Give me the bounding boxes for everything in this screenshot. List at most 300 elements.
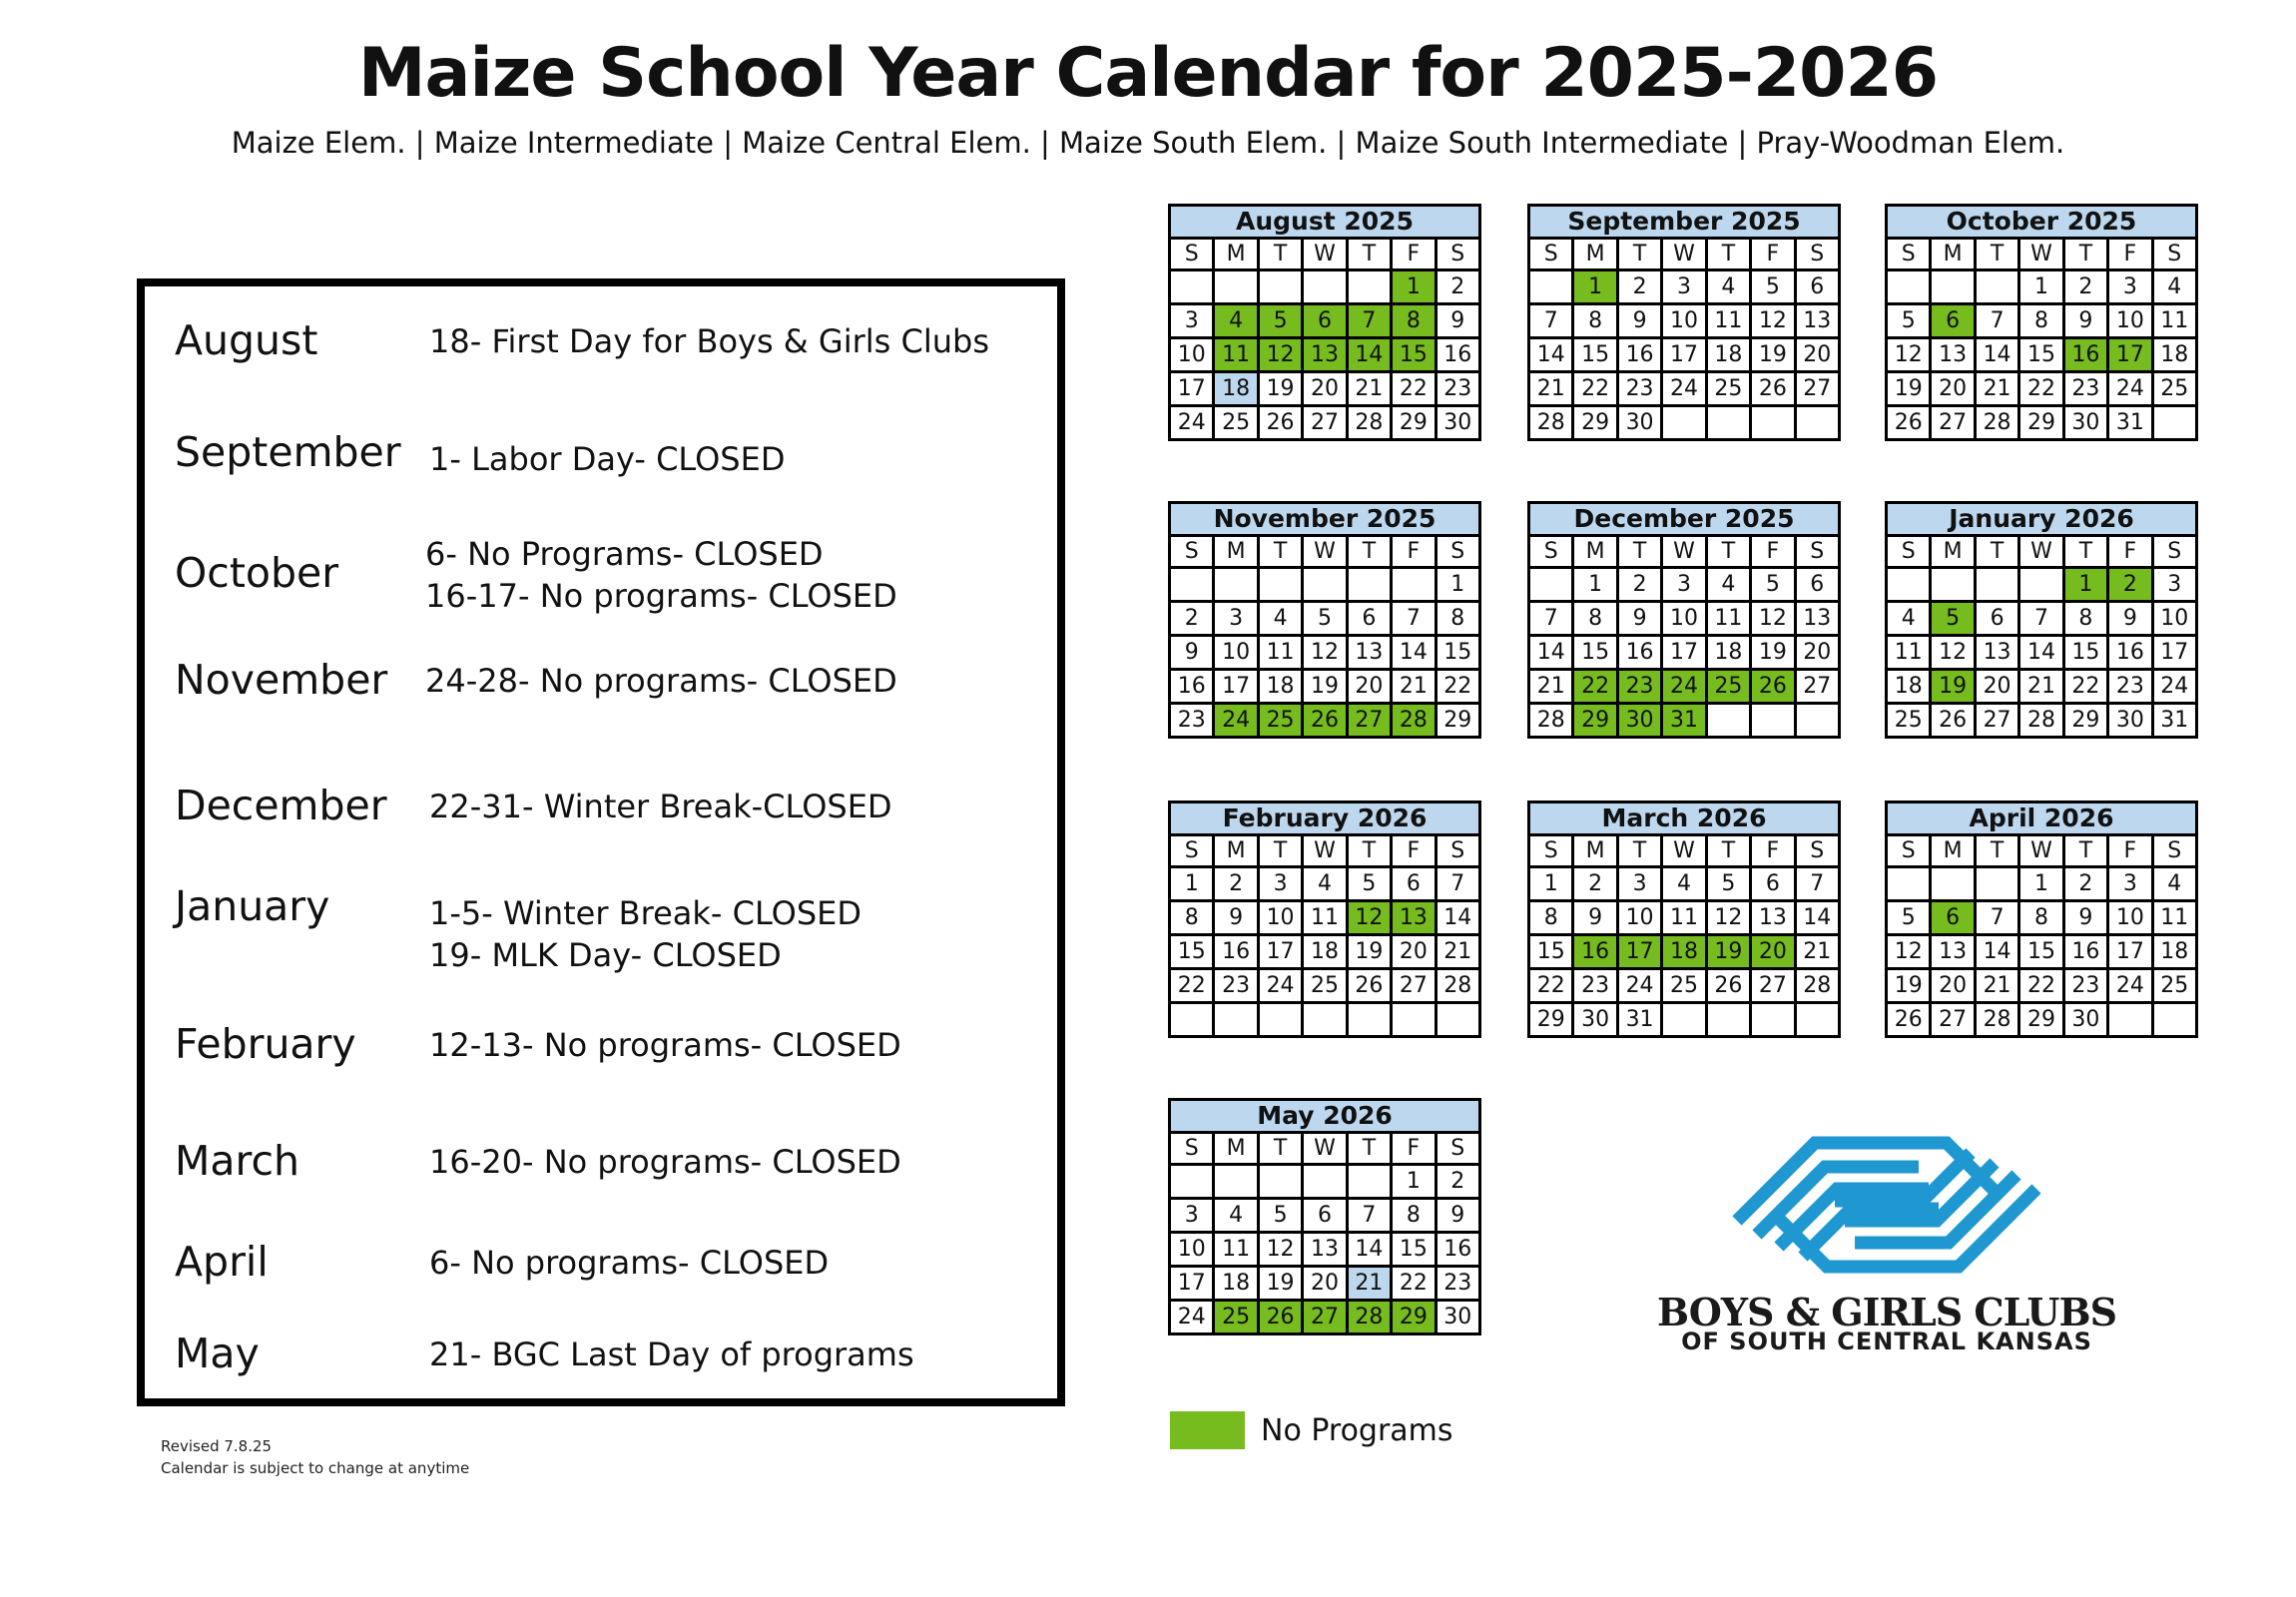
day-cell: 10 [1663,305,1707,339]
day-cell: 28 [2020,705,2064,739]
day-cell: 10 [1171,339,1215,373]
day-cell: 30 [2109,705,2153,739]
day-cell: 16 [1619,637,1663,671]
day-cell: 28 [1977,1004,2020,1038]
month-title: January 2026 [1885,501,2198,536]
day-cell: 29 [1393,407,1436,441]
weekday-header: T [1349,1134,1393,1166]
day-cell: 19 [1304,671,1348,705]
month-title: September 2025 [1527,204,1841,239]
event-line: 19- MLK Day- CLOSED [429,936,782,974]
day-cell: 22 [1530,970,1574,1004]
bgc-logo [1647,1123,2126,1362]
empty-cell [2154,407,2198,441]
empty-cell [2154,1004,2198,1038]
weekday-header: T [1977,240,2020,271]
day-cell: 2 [1215,868,1259,902]
day-cell: 10 [1171,1234,1215,1268]
day-cell: 12 [1260,339,1304,373]
day-cell: 18 [1888,671,1932,705]
day-cell: 9 [2065,902,2109,936]
day-cell: 31 [1619,1004,1663,1038]
day-cell: 25 [1663,970,1707,1004]
no-programs-swatch [1170,1411,1245,1449]
day-cell: 28 [1977,407,2020,441]
day-cell: 17 [1215,671,1259,705]
day-cell: 6 [1304,305,1348,339]
day-cell: 24 [1171,407,1215,441]
day-cell: 25 [1215,407,1259,441]
day-cell: 14 [2020,637,2064,671]
day-cell: 1 [1171,868,1215,902]
day-cell: 8 [1393,1200,1436,1234]
day-cell: 14 [1977,936,2020,970]
day-cell: 10 [1663,603,1707,637]
month-title: April 2026 [1885,800,2198,835]
day-cell: 1 [1393,1166,1436,1200]
day-cell: 7 [1530,305,1574,339]
day-cell: 18 [1304,936,1348,970]
day-cell: 28 [1530,705,1574,739]
day-cell: 15 [1393,1234,1436,1268]
day-cell: 23 [1437,373,1481,407]
day-cell: 27 [1797,671,1841,705]
month-title: May 2026 [1168,1098,1481,1133]
day-cell: 15 [1437,637,1481,671]
day-cell: 14 [1437,902,1481,936]
day-cell: 11 [2154,902,2198,936]
day-cell: 29 [2020,1004,2064,1038]
weekday-header: S [1171,537,1215,569]
weekday-header: F [1393,537,1436,569]
event-line: 6- No programs- CLOSED [429,1244,830,1282]
day-cell: 31 [2109,407,2153,441]
weekday-header: S [1888,240,1932,271]
month-grid [1527,239,1841,441]
day-cell: 13 [1349,637,1393,671]
schools-subtitle: Maize Elem. | Maize Intermediate | Maize Central Elem. | Maize South Elem. | Maize South Intermediate | Pray-Woodman Elem. [231,126,2065,160]
weekday-header: F [1393,240,1436,271]
weekday-header: T [1260,1134,1304,1166]
day-cell: 7 [1393,603,1436,637]
empty-cell [1393,569,1436,603]
day-cell: 11 [1215,1234,1259,1268]
empty-cell [1752,407,1796,441]
empty-cell [2109,1004,2153,1038]
day-cell: 13 [1304,1234,1348,1268]
day-cell: 2 [2109,569,2153,603]
event-line: 16-17- No programs- CLOSED [425,577,897,615]
day-cell: 2 [1171,603,1215,637]
weekday-header: T [1619,836,1663,868]
weekday-header: T [1977,836,2020,868]
day-cell: 20 [1977,671,2020,705]
empty-cell [1349,1166,1393,1200]
weekday-header: M [1215,1134,1259,1166]
weekday-header: S [1888,537,1932,569]
day-cell: 22 [2065,671,2109,705]
day-cell: 11 [1708,305,1752,339]
day-cell: 17 [1260,936,1304,970]
day-cell: 21 [1797,936,1841,970]
day-cell: 3 [2109,868,2153,902]
day-cell: 24 [1619,970,1663,1004]
day-cell: 18 [1215,1268,1259,1302]
weekday-header: F [2109,836,2153,868]
day-cell: 15 [1393,339,1436,373]
day-cell: 27 [1393,970,1436,1004]
weekday-header: S [2154,240,2198,271]
empty-cell [1888,569,1932,603]
event-month: January [175,882,330,930]
day-cell: 12 [1304,637,1348,671]
day-cell: 10 [1260,902,1304,936]
day-cell: 13 [1932,339,1976,373]
day-cell: 13 [1977,637,2020,671]
day-cell: 12 [1260,1234,1304,1268]
event-line: 16-20- No programs- CLOSED [429,1143,901,1181]
day-cell: 17 [1619,936,1663,970]
day-cell: 19 [1260,373,1304,407]
day-cell: 17 [2109,936,2153,970]
day-cell: 7 [1977,902,2020,936]
day-cell: 13 [1797,305,1841,339]
day-cell: 7 [1797,868,1841,902]
day-cell: 6 [1752,868,1796,902]
day-cell: 29 [1393,1302,1436,1335]
day-cell: 20 [1797,637,1841,671]
day-cell: 20 [1304,373,1348,407]
day-cell: 9 [1437,1200,1481,1234]
day-cell: 22 [1574,671,1618,705]
day-cell: 3 [1663,271,1707,305]
day-cell: 18 [2154,339,2198,373]
day-cell: 22 [1437,671,1481,705]
day-cell: 16 [2109,637,2153,671]
day-cell: 1 [2020,868,2064,902]
day-cell: 12 [1752,305,1796,339]
day-cell: 23 [2065,373,2109,407]
empty-cell [1171,271,1215,305]
event-month: December [175,782,387,829]
weekday-header: W [2020,537,2064,569]
month-grid [1168,835,1481,1038]
day-cell: 4 [1215,305,1259,339]
day-cell: 20 [1304,1268,1348,1302]
weekday-header: M [1932,240,1976,271]
event-line: 21- BGC Last Day of programs [429,1335,914,1373]
weekday-header: T [1708,836,1752,868]
event-month: March [175,1137,299,1185]
empty-cell [1888,868,1932,902]
weekday-header: S [1888,836,1932,868]
day-cell: 8 [2065,603,2109,637]
day-cell: 10 [2109,902,2153,936]
day-cell: 9 [1619,603,1663,637]
day-cell: 20 [1393,936,1436,970]
day-cell: 18 [2154,936,2198,970]
day-cell: 4 [2154,271,2198,305]
day-cell: 28 [1437,970,1481,1004]
day-cell: 3 [1663,569,1707,603]
month-grid [1885,239,2198,441]
revised-date: Revised 7.8.25 [161,1437,273,1455]
day-cell: 14 [1349,339,1393,373]
weekday-header: W [2020,836,2064,868]
day-cell: 7 [1349,1200,1393,1234]
weekday-header: T [2065,240,2109,271]
day-cell: 21 [1349,1268,1393,1302]
day-cell: 14 [1977,339,2020,373]
day-cell: 5 [1932,603,1976,637]
day-cell: 4 [1304,868,1348,902]
day-cell: 9 [1171,637,1215,671]
day-cell: 6 [1797,569,1841,603]
day-cell: 2 [1574,868,1618,902]
weekday-header: S [1171,836,1215,868]
day-cell: 16 [1437,1234,1481,1268]
day-cell: 19 [1349,936,1393,970]
events-box [137,278,1065,1406]
day-cell: 24 [1171,1302,1215,1335]
day-cell: 4 [1663,868,1707,902]
day-cell: 2 [1619,271,1663,305]
month-title: August 2025 [1168,204,1481,239]
day-cell: 29 [1574,407,1618,441]
weekday-header: S [1530,537,1574,569]
day-cell: 26 [1260,1302,1304,1335]
day-cell: 28 [1530,407,1574,441]
month-title: October 2025 [1885,204,2198,239]
empty-cell [1752,705,1796,739]
empty-cell [1977,271,2020,305]
day-cell: 17 [1171,1268,1215,1302]
day-cell: 20 [1349,671,1393,705]
day-cell: 16 [1437,339,1481,373]
day-cell: 22 [2020,970,2064,1004]
weekday-header: S [1171,1134,1215,1166]
empty-cell [1797,407,1841,441]
day-cell: 2 [2065,271,2109,305]
day-cell: 27 [1797,373,1841,407]
month-calendar [1168,501,1481,739]
day-cell: 14 [1393,637,1436,671]
day-cell: 17 [1663,339,1707,373]
day-cell: 25 [1304,970,1348,1004]
weekday-header: F [1752,240,1796,271]
weekday-header: T [1260,537,1304,569]
day-cell: 15 [2020,339,2064,373]
day-cell: 1 [1437,569,1481,603]
empty-cell [1215,271,1259,305]
day-cell: 14 [1530,339,1574,373]
event-line: 6- No Programs- CLOSED [425,535,824,573]
day-cell: 19 [1888,373,1932,407]
day-cell: 4 [1708,271,1752,305]
day-cell: 23 [1619,373,1663,407]
day-cell: 30 [1619,705,1663,739]
empty-cell [1797,705,1841,739]
day-cell: 5 [1888,305,1932,339]
day-cell: 6 [1304,1200,1348,1234]
event-month: April [175,1238,269,1286]
day-cell: 11 [1708,603,1752,637]
day-cell: 22 [1393,373,1436,407]
weekday-header: T [1977,537,2020,569]
footnote [161,1435,469,1479]
empty-cell [2020,569,2064,603]
empty-cell [1437,1004,1481,1038]
weekday-header: T [1349,240,1393,271]
day-cell: 12 [1888,339,1932,373]
day-cell: 24 [2154,671,2198,705]
weekday-header: T [1708,240,1752,271]
day-cell: 12 [1752,603,1796,637]
day-cell: 14 [1530,637,1574,671]
day-cell: 5 [1888,902,1932,936]
weekday-header: S [1437,1134,1481,1166]
day-cell: 16 [2065,339,2109,373]
day-cell: 29 [1574,705,1618,739]
weekday-header: T [1349,836,1393,868]
event-line: 22-31- Winter Break-CLOSED [429,788,892,825]
day-cell: 26 [1349,970,1393,1004]
weekday-header: F [1393,836,1436,868]
weekday-header: T [1619,240,1663,271]
day-cell: 30 [1619,407,1663,441]
empty-cell [1977,868,2020,902]
weekday-header: F [2109,537,2153,569]
day-cell: 24 [1663,373,1707,407]
empty-cell [1260,271,1304,305]
day-cell: 7 [1530,603,1574,637]
weekday-header: M [1932,836,1976,868]
empty-cell [1752,1004,1796,1038]
day-cell: 28 [1349,1302,1393,1335]
day-cell: 19 [1932,671,1976,705]
day-cell: 8 [1171,902,1215,936]
day-cell: 5 [1260,305,1304,339]
empty-cell [1260,1166,1304,1200]
day-cell: 5 [1349,868,1393,902]
event-month: May [175,1330,260,1377]
event-line: 12-13- No programs- CLOSED [429,1026,901,1064]
disclaimer: Calendar is subject to change at anytime [161,1459,470,1477]
day-cell: 30 [1574,1004,1618,1038]
day-cell: 3 [2109,271,2153,305]
day-cell: 11 [2154,305,2198,339]
event-month: August [175,316,318,364]
day-cell: 18 [1663,936,1707,970]
day-cell: 15 [1574,339,1618,373]
day-cell: 13 [1304,339,1348,373]
day-cell: 21 [1530,671,1574,705]
weekday-header: F [2109,240,2153,271]
month-grid [1885,536,2198,739]
weekday-header: S [1437,537,1481,569]
day-cell: 2 [1437,1166,1481,1200]
weekday-header: W [1663,240,1707,271]
day-cell: 8 [1530,902,1574,936]
day-cell: 18 [1215,373,1259,407]
day-cell: 1 [1393,271,1436,305]
empty-cell [1349,1004,1393,1038]
day-cell: 6 [1977,603,2020,637]
day-cell: 26 [1708,970,1752,1004]
weekday-header: W [1663,537,1707,569]
day-cell: 25 [1260,705,1304,739]
event-month: November [175,656,388,704]
day-cell: 10 [1215,637,1259,671]
day-cell: 3 [1215,603,1259,637]
day-cell: 21 [1349,373,1393,407]
day-cell: 24 [1663,671,1707,705]
empty-cell [1349,569,1393,603]
event-line: 1- Labor Day- CLOSED [429,440,786,478]
weekday-header: M [1932,537,1976,569]
day-cell: 8 [1393,305,1436,339]
day-cell: 19 [1260,1268,1304,1302]
month-title: March 2026 [1527,800,1841,835]
empty-cell [1888,271,1932,305]
day-cell: 27 [1304,407,1348,441]
event-line: 1-5- Winter Break- CLOSED [429,894,861,932]
day-cell: 11 [1260,637,1304,671]
day-cell: 28 [1349,407,1393,441]
weekday-header: F [1752,836,1796,868]
day-cell: 13 [1752,902,1796,936]
day-cell: 30 [2065,407,2109,441]
day-cell: 21 [1437,936,1481,970]
day-cell: 22 [2020,373,2064,407]
day-cell: 2 [2065,868,2109,902]
day-cell: 30 [1437,407,1481,441]
weekday-header: S [2154,836,2198,868]
empty-cell [1260,569,1304,603]
day-cell: 7 [1977,305,2020,339]
day-cell: 12 [1349,902,1393,936]
day-cell: 5 [1708,868,1752,902]
empty-cell [1530,271,1574,305]
day-cell: 21 [1977,970,2020,1004]
empty-cell [1708,705,1752,739]
day-cell: 6 [1932,902,1976,936]
day-cell: 21 [1977,373,2020,407]
day-cell: 11 [1888,637,1932,671]
weekday-header: W [1304,1134,1348,1166]
day-cell: 12 [1932,637,1976,671]
day-cell: 26 [1888,1004,1932,1038]
day-cell: 29 [1437,705,1481,739]
logo-line2: OF SOUTH CENTRAL KANSAS [1681,1328,2092,1355]
day-cell: 28 [1393,705,1436,739]
day-cell: 16 [1574,936,1618,970]
day-cell: 3 [1171,1200,1215,1234]
day-cell: 7 [1349,305,1393,339]
event-line: 18- First Day for Boys & Girls Clubs [429,322,989,360]
weekday-header: T [1708,537,1752,569]
weekday-header: F [1393,1134,1436,1166]
weekday-header: T [2065,836,2109,868]
empty-cell [1932,271,1976,305]
day-cell: 4 [1260,603,1304,637]
month-grid [1527,835,1841,1038]
day-cell: 13 [1797,603,1841,637]
event-month: September [175,428,401,476]
day-cell: 25 [1215,1302,1259,1335]
day-cell: 4 [2154,868,2198,902]
day-cell: 5 [1304,603,1348,637]
